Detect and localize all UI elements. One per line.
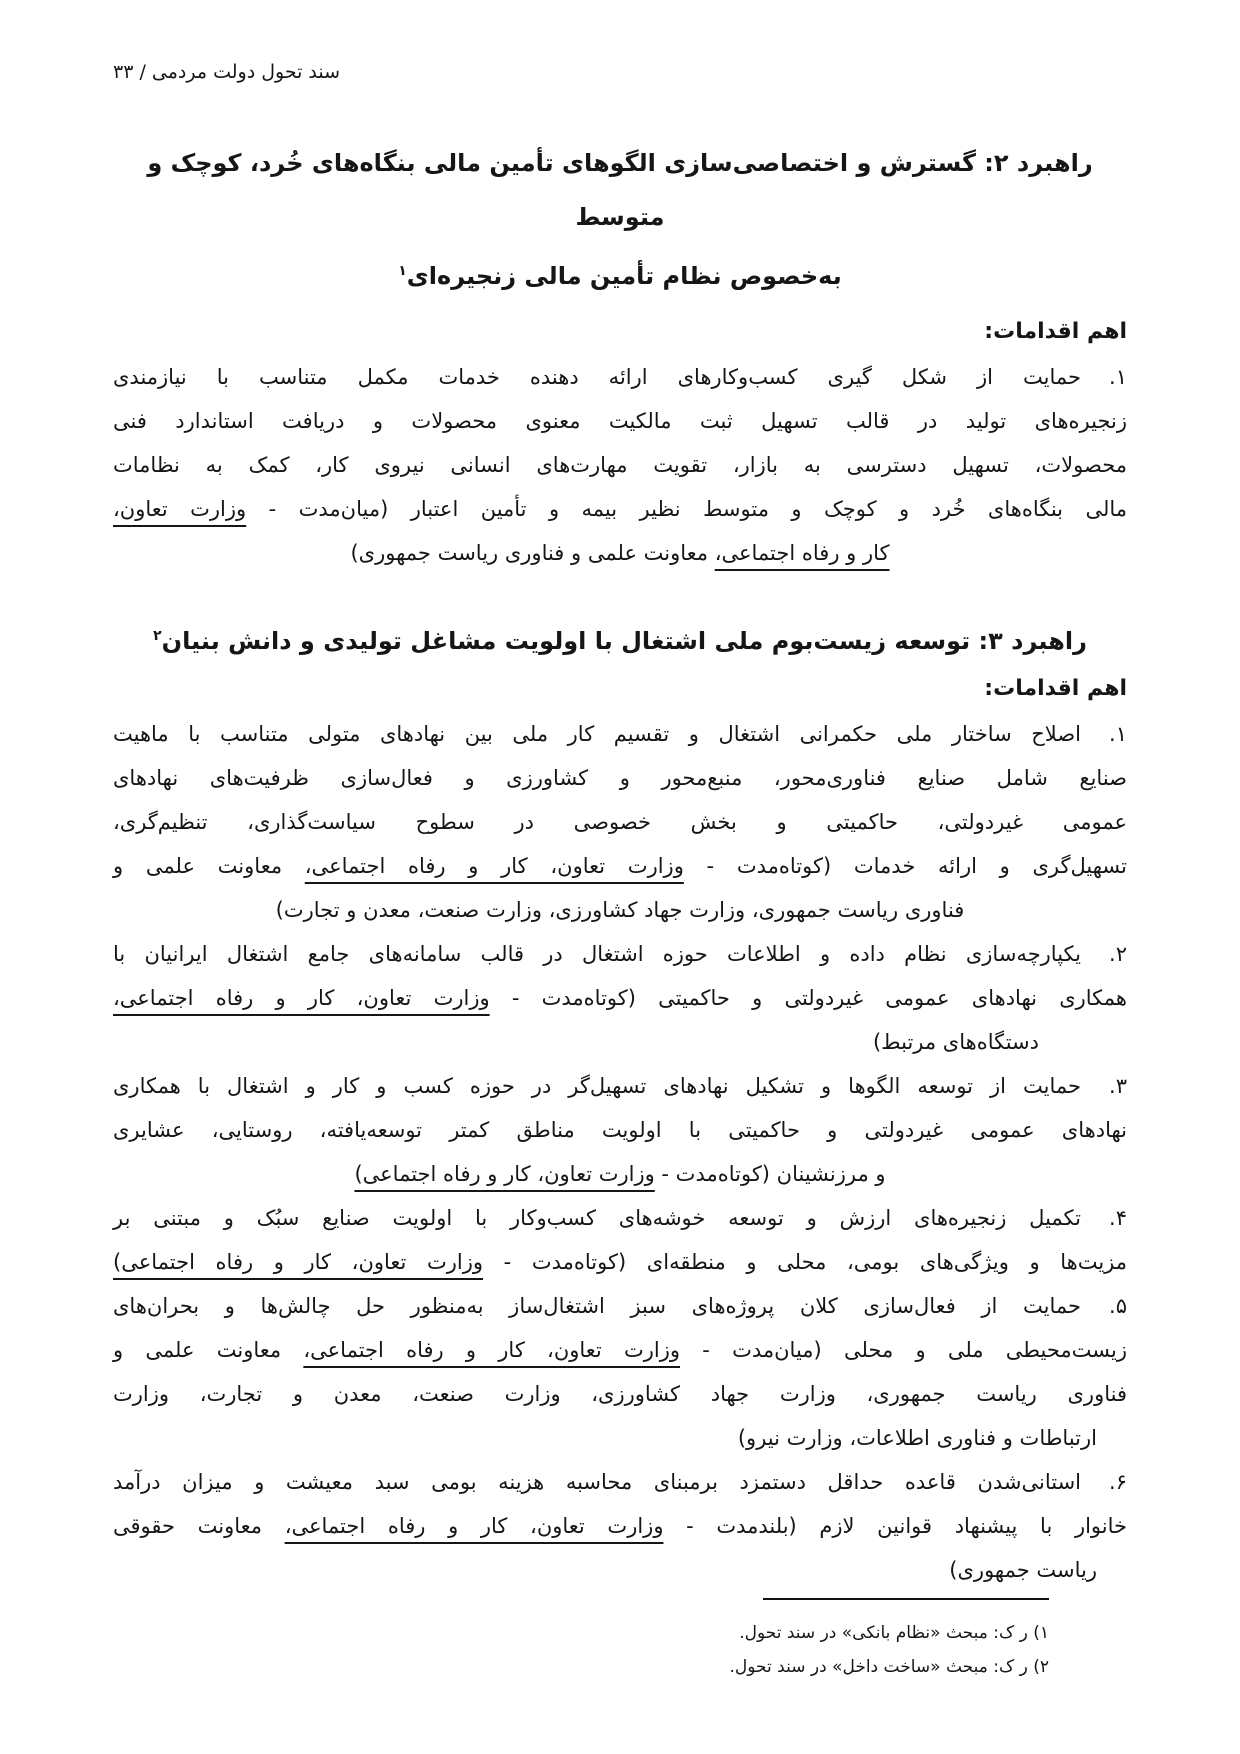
actions-heading-strategy-2: اهم اقدامات: [984,319,1127,344]
item-number: ۶. [1109,1470,1127,1494]
list-item [113,355,1127,575]
strategy-3-title: راهبرد ۳: توسعه زیست‌بوم ملی اشتغال با اولویت مشاغل تولیدی و دانش بنیان$^۲$ [153,627,1087,655]
item-line: نهادهای عمومی غیردولتی و حاکمیتی با اولویت مناطق کمتر توسعه‌یافته، روستایی، عشایری [113,1118,1127,1142]
item-number: ۳. [1109,1074,1127,1098]
item-line: تکمیل زنجیره‌های ارزش و توسعه خوشه‌های کسب‌وکار با اولویت صنایع سبُک و مبتنی بر [113,1206,1081,1230]
footnote-2: ۲) ر ک: مبحث «ساخت داخل» در سند تحول. [729,1657,1049,1677]
strategy-2-title-line-2: به‌خصوص نظام تأمین مالی زنجیره‌ای$^۱$ [398,262,842,290]
underlined-ministry: وزارت تعاون، کار و رفاه اجتماعی) [354,1162,655,1186]
item-line: اصلاح ساختار ملی حکمرانی اشتغال و تقسیم کار ملی بین نهادهای متولی متناسب با ماهیت [113,722,1081,746]
item-line: مزیت‌ها و ویژگی‌های بومی، محلی و منطقه‌ای (کوتاه‌مدت - وزارت تعاون، کار و رفاه اجتماعی) [113,1250,1128,1274]
item-line: تسهیل‌گری و ارائه خدمات (کوتاه‌مدت - وزارت تعاون، کار و رفاه اجتماعی، معاونت علمی و [113,854,1127,878]
item-line: استانی‌شدن قاعده حداقل دستمزد برمبنای محاسبه هزینه بومی سبد معیشت و میزان درآمد [113,1470,1081,1494]
item-line: خانوار با پیشنهاد قوانین لازم (بلندمدت - وزارت تعاون، کار و رفاه اجتماعی، معاونت حقوقی [113,1514,1127,1538]
footnote-separator [763,1598,1049,1600]
item-line: یکپارچه‌سازی نظام داده و اطلاعات حوزه اشتغال در قالب سامانه‌های جامع اشتغال ایرانیان با [113,942,1081,966]
item-line: مالی بنگاه‌های خُرد و کوچک و متوسط نظیر بیمه و تأمین اعتبار (میان‌مدت - وزارت تعاون، [113,497,1127,521]
actions-heading-strategy-3: اهم اقدامات: [984,676,1127,701]
underlined-ministry: وزارت تعاون، کار و رفاه اجتماعی، [303,1338,681,1362]
item-line: زیست‌محیطی ملی و محلی (میان‌مدت - وزارت تعاون، کار و رفاه اجتماعی، معاونت علمی و [113,1338,1127,1362]
footnote-ref-1: ۱ [398,263,407,279]
item-line: حمایت از فعال‌سازی کلان پروژه‌های سبز اشتغال‌ساز به‌منظور حل چالش‌ها و بحران‌های [113,1294,1081,1318]
item-line: ارتباطات و فناوری اطلاعات، وزارت نیرو) [737,1426,1097,1450]
item-line: زنجیره‌های تولید در قالب تسهیل ثبت مالکیت معنوی محصولات و دریافت استاندارد فنی [113,409,1127,433]
footnote-ref-2: ۲ [153,628,162,644]
item-line: صنایع شامل صنایع فناوری‌محور، منبع‌محور و کشاورزی و فعال‌سازی ظرفیت‌های نهادهای [113,766,1127,790]
item-number: ۲. [1109,942,1127,966]
list-item [113,932,1127,1064]
underlined-ministry: وزارت تعاون، [113,497,247,521]
item-line: کار و رفاه اجتماعی، معاونت علمی و فناوری ریاست جمهوری) [350,541,890,565]
item-number: ۱. [1109,722,1127,746]
strategy-3-actions-list [113,712,1127,1592]
underlined-ministry: وزارت تعاون، کار و رفاه اجتماعی، [113,986,490,1010]
strategy-2-actions-list [113,355,1127,575]
item-line: دستگاه‌های مرتبط) [872,1030,1039,1054]
running-header: سند تحول دولت مردمی / ۳۳ [113,61,341,83]
item-line: ریاست جمهوری) [949,1558,1097,1582]
underlined-ministry: وزارت تعاون، کار و رفاه اجتماعی، [284,1514,664,1538]
item-number: ۱. [1109,365,1127,389]
underlined-ministry: کار و رفاه اجتماعی، [714,541,890,565]
strategy-2-title-line-1: راهبرد ۲: گسترش و اختصاصی‌سازی الگوهای تأمین مالی بنگاه‌های خُرد، کوچک و متوسط [147,149,1093,231]
underlined-ministry: وزارت تعاون، کار و رفاه اجتماعی) [113,1250,484,1274]
list-item [113,1284,1127,1460]
item-line: فناوری ریاست جمهوری، وزارت جهاد کشاورزی، وزارت صنعت، معدن و تجارت) [275,898,965,922]
item-number: ۵. [1109,1294,1127,1318]
item-line: حمایت از توسعه الگوها و تشکیل نهادهای تسهیل‌گر در حوزه کسب و کار و اشتغال با همکاری [113,1074,1081,1098]
underlined-ministry: وزارت تعاون، کار و رفاه اجتماعی، [304,854,684,878]
item-number: ۴. [1109,1206,1127,1230]
list-item [113,1196,1127,1284]
item-line: عمومی غیردولتی، حاکمیتی و بخش خصوصی در سطوح سیاست‌گذاری، تنظیم‌گری، [113,810,1127,834]
item-line: محصولات، تسهیل دسترسی به بازار، تقویت مهارت‌های انسانی نیروی کار، کمک به نظامات [113,453,1127,477]
item-line: و مرزنشینان (کوتاه‌مدت - وزارت تعاون، کار و رفاه اجتماعی) [354,1162,886,1186]
list-item [113,712,1127,932]
footnote-1: ۱) ر ک: مبحث «نظام بانکی» در سند تحول. [739,1623,1049,1643]
list-item [113,1460,1127,1592]
list-item [113,1064,1127,1196]
strategy-2-title [113,136,1127,303]
item-line: حمایت از شکل گیری کسب‌وکارهای ارائه دهنده خدمات مکمل متناسب با نیازمندی [113,365,1081,389]
item-line: فناوری ریاست جمهوری، وزارت جهاد کشاورزی، وزارت صنعت، معدن و تجارت، وزارت [113,1382,1127,1406]
item-line: همکاری نهادهای عمومی غیردولتی و حاکمیتی (کوتاه‌مدت - وزارت تعاون، کار و رفاه اجتماعی، [113,986,1127,1010]
